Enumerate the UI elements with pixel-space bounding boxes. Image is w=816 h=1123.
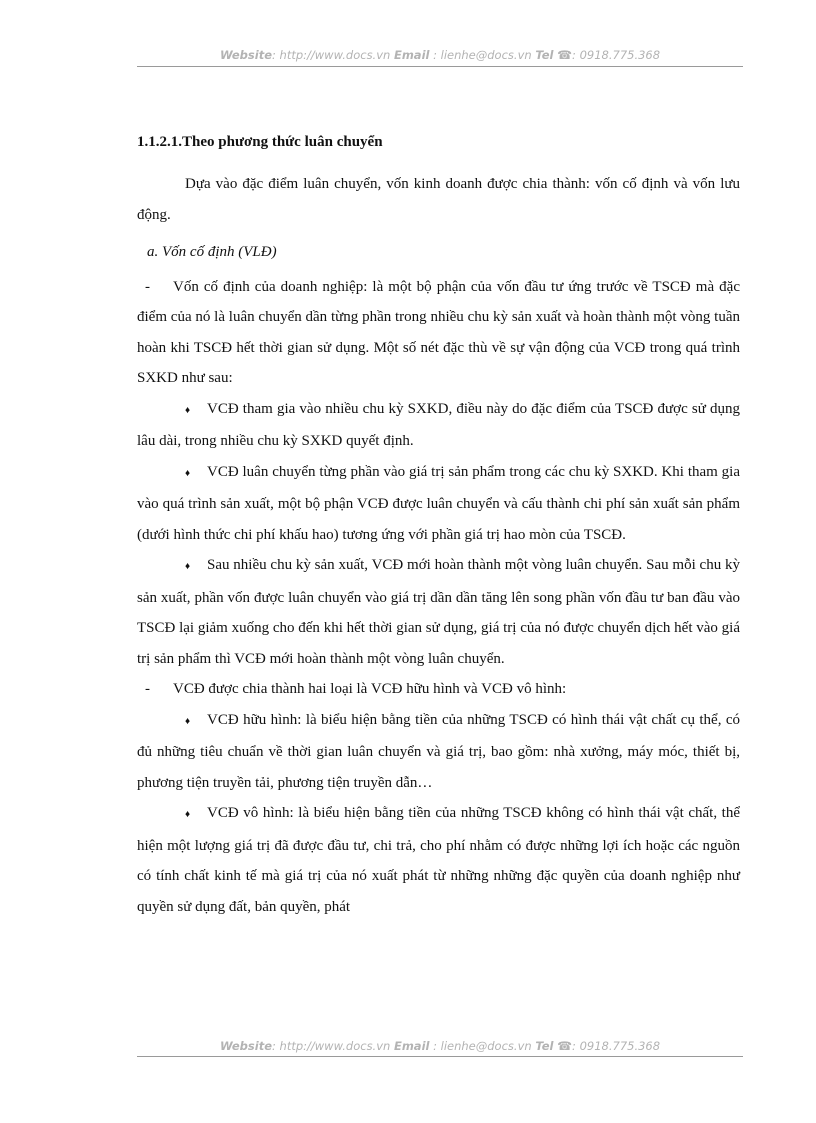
subheading-a: a. Vốn cố định (VLĐ): [147, 244, 277, 260]
footer-website-label: Website: [219, 1039, 273, 1053]
diamond-bullet-icon: ♦: [185, 561, 191, 572]
dash-marker: -: [145, 681, 150, 697]
telephone-icon: ☎: [557, 1039, 573, 1053]
footer-email-label: Email: [393, 1039, 430, 1053]
diamond-bullet-icon: ♦: [185, 809, 191, 820]
dash-item-text: VCĐ được chia thành hai loại là VCĐ hữu hình và VCĐ vô hình:: [173, 681, 567, 697]
header-email-value[interactable]: : lienhe@docs.vn: [433, 48, 532, 62]
bullet-item: [137, 705, 740, 799]
bullet-item-text: VCĐ hữu hình: là biểu hiện bằng tiền của những TSCĐ có hình thái vật chất cụ thể, có đủ những tiêu chuẩn về thời gian luân chuyển và giá trị, bao gồm: nhà xưởng, máy móc, thiết bị, phương tiện truyền tải, phương tiện truyền dẫn…: [137, 711, 740, 791]
bullet-item: [137, 457, 740, 551]
bullet-item: [137, 394, 740, 457]
diamond-bullet-icon: ♦: [185, 404, 191, 416]
section-heading: 1.1.2.1.Theo phương thức luân chuyển: [137, 134, 383, 150]
header-divider: [137, 66, 743, 67]
footer-tel-label: Tel: [535, 1039, 554, 1053]
bullet-item: [137, 550, 740, 674]
dash-item: [137, 674, 740, 705]
header-website-value[interactable]: : http://www.docs.vn: [272, 48, 391, 62]
page-footer: [137, 1039, 743, 1053]
document-body: [137, 132, 740, 922]
footer-divider: [137, 1056, 743, 1057]
bullet-item-text: VCĐ luân chuyển từng phần vào giá trị sản phẩm trong các chu kỳ SXKD. Khi tham gia vào quá trình sản xuất, một bộ phận VCĐ được luân chuyển và cấu thành chi phí sản xuất sản phẩm (dưới hình thức chi phí khấu hao) tương ứng với phần giá trị hao mòn của TSCĐ.: [137, 463, 740, 543]
page-header: [137, 48, 743, 62]
telephone-icon: ☎: [557, 48, 573, 62]
footer-email-value[interactable]: : lienhe@docs.vn: [433, 1039, 532, 1053]
bullet-item-text: VCĐ tham gia vào nhiều chu kỳ SXKD, điều này do đặc điểm của TSCĐ được sử dụng lâu dài, trong nhiều chu kỳ SXKD quyết định.: [137, 400, 740, 449]
dash-marker: -: [145, 278, 150, 295]
header-website-label: Website: [219, 48, 273, 62]
bullet-item-text: Sau nhiều chu kỳ sản xuất, VCĐ mới hoàn thành một vòng luân chuyển. Sau mỗi chu kỳ sản xuất, phần vốn được luân chuyển vào giá trị dần dần tăng lên song phần vốn đầu tư ban đầu vào TSCĐ lại giảm xuống cho đến khi hết thời gian sử dụng, giá trị của nó được chuyển dịch hết vào giá trị sản phẩm thì VCĐ mới hoàn thành một vòng luân chuyển.: [137, 557, 740, 667]
footer-tel-value: : 0918.775.368: [572, 1039, 661, 1053]
header-email-label: Email: [393, 48, 430, 62]
header-tel-value: : 0918.775.368: [572, 48, 661, 62]
header-tel-label: Tel: [535, 48, 554, 62]
bullet-item: [137, 798, 740, 922]
dash-item: [137, 272, 740, 394]
dash-item-text: Vốn cố định của doanh nghiệp: là một bộ phận của vốn đầu tư ứng trước về TSCĐ mà đặc điểm của nó là luân chuyển dần từng phần trong nhiều chu kỳ sản xuất và hoàn thành một vòng tuần hoàn khi TSCĐ hết thời gian sử dụng. Một số nét đặc thù về sự vận động của VCĐ trong quá trình SXKD như sau:: [137, 278, 740, 386]
diamond-bullet-icon: ♦: [185, 715, 191, 727]
diamond-bullet-icon: ♦: [185, 467, 191, 479]
footer-website-value[interactable]: : http://www.docs.vn: [272, 1039, 391, 1053]
bullet-item-text: VCĐ vô hình: là biểu hiện bằng tiền của những TSCĐ không có hình thái vật chất, thể hiện một lượng giá trị đã được đầu tư, chi trả, cho phí nhằm có được những lợi ích hoặc các nguồn có tính chất kinh tế mà giá trị của nó xuất phát từ những những đặc quyền của doanh nghiệp như quyền sử dụng đất, bản quyền, phát: [137, 805, 740, 915]
intro-paragraph: Dựa vào đặc điểm luân chuyển, vốn kinh doanh được chia thành: vốn cố định và vốn lưu động.: [137, 176, 740, 223]
